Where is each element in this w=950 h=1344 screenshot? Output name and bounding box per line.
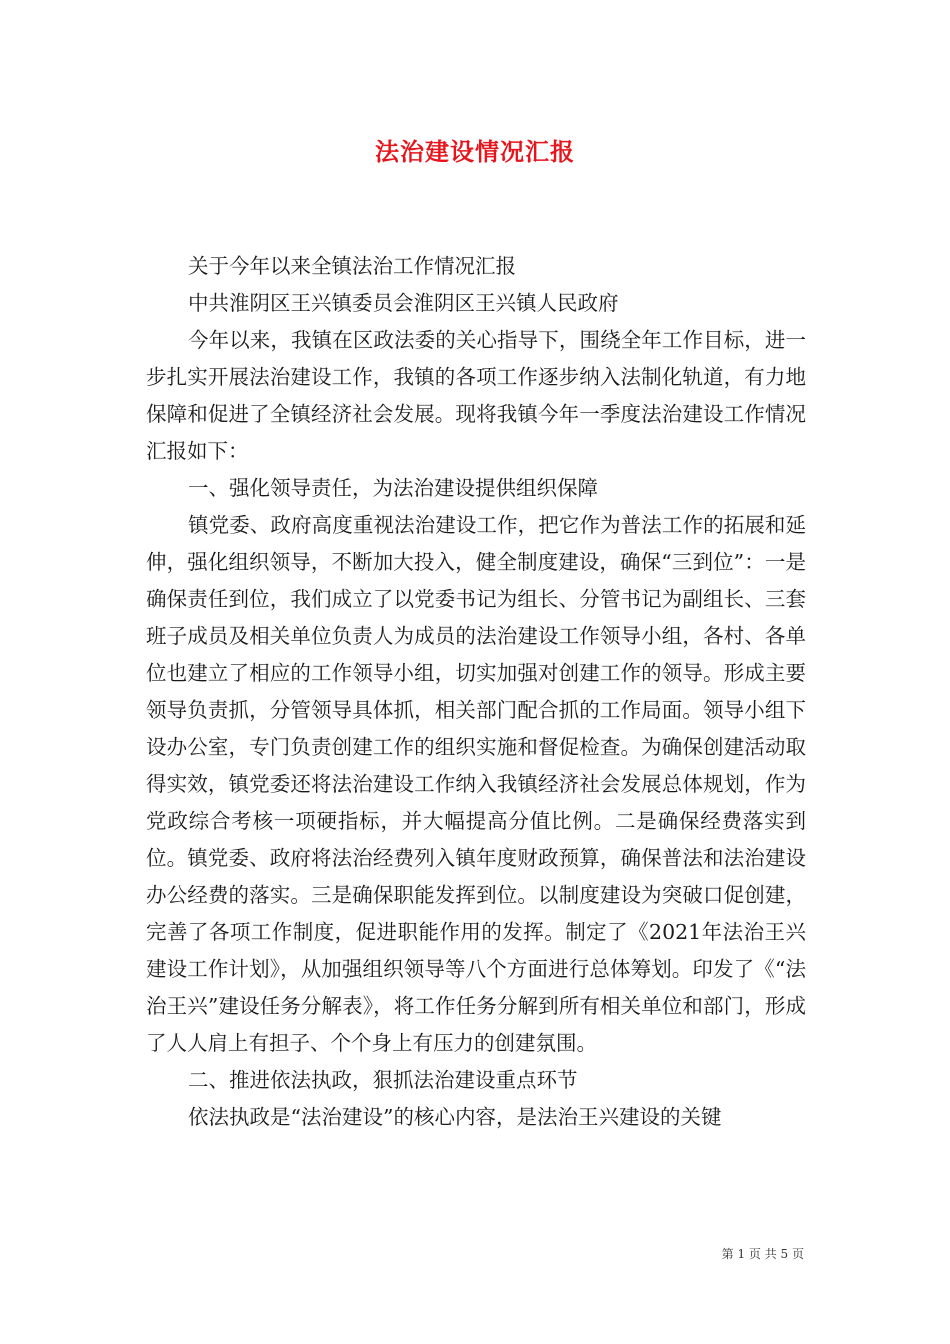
paragraph-section-1: 镇党委、政府高度重视法治建设工作，把它作为普法工作的拓展和延伸，强化组织领导，不断加大投入，健全制度建设，确保“三到位”：一是确保责任到位，我们成立了以党委书记为组长、分管书记为副组长、三套班子成员及相关单位负责人为成员的法治建设工作领导小组，各村、各单位也建立了相应的工作领导小组，切实加强对创建工作的领导。形成主要领导负责抓，分管领导具体抓，相关部门配合抓的工作局面。领导小组下设办公室，专门负责创建工作的组织实施和督促检查。为确保创建活动取得实效，镇党委还将法治建设工作纳入我镇经济社会发展总体规划，作为党政综合考核一项硬指标，并大幅提高分值比例。二是确保经费落实到位。镇党委、政府将法治经费列入镇年度财政预算，确保普法和法治建设办公经费的落实。三是确保职能发挥到位。以制度建设为突破口促创建，完善了各项工作制度，促进职能作用的发挥。制定了《2021年法治王兴建设工作计划》，从加强组织领导等八个方面进行总体筹划。印发了《“法治王兴”建设任务分解表》，将工作任务分解到所有相关单位和部门，形成了人人肩上有担子、个个身上有压力的创建氛围。: [146, 513, 806, 1055]
document-body: [146, 248, 806, 1136]
page-number-footer: 第 1 页 共 5 页: [721, 1247, 804, 1261]
paragraph-intro: 今年以来，我镇在区政法委的关心指导下，围绕全年工作目标，进一步扎实开展法治建设工作，我镇的各项工作逐步纳入法制化轨道，有力地保障和促进了全镇经济社会发展。现将我镇今年一季度法治建设工作情况汇报如下：: [146, 328, 806, 463]
paragraph-issuer: 中共淮阴区王兴镇委员会淮阴区王兴镇人民政府: [188, 291, 619, 315]
paragraph-subject: 关于今年以来全镇法治工作情况汇报: [188, 254, 516, 278]
section-heading-1: 一、强化领导责任，为法治建设提供组织保障: [188, 476, 598, 500]
section-heading-2: 二、推进依法执政，狠抓法治建设重点环节: [188, 1068, 578, 1092]
document-title: 法治建设情况汇报: [375, 137, 575, 166]
paragraph-section-2: 依法执政是“法治建设”的核心内容，是法治王兴建设的关键: [188, 1105, 722, 1129]
